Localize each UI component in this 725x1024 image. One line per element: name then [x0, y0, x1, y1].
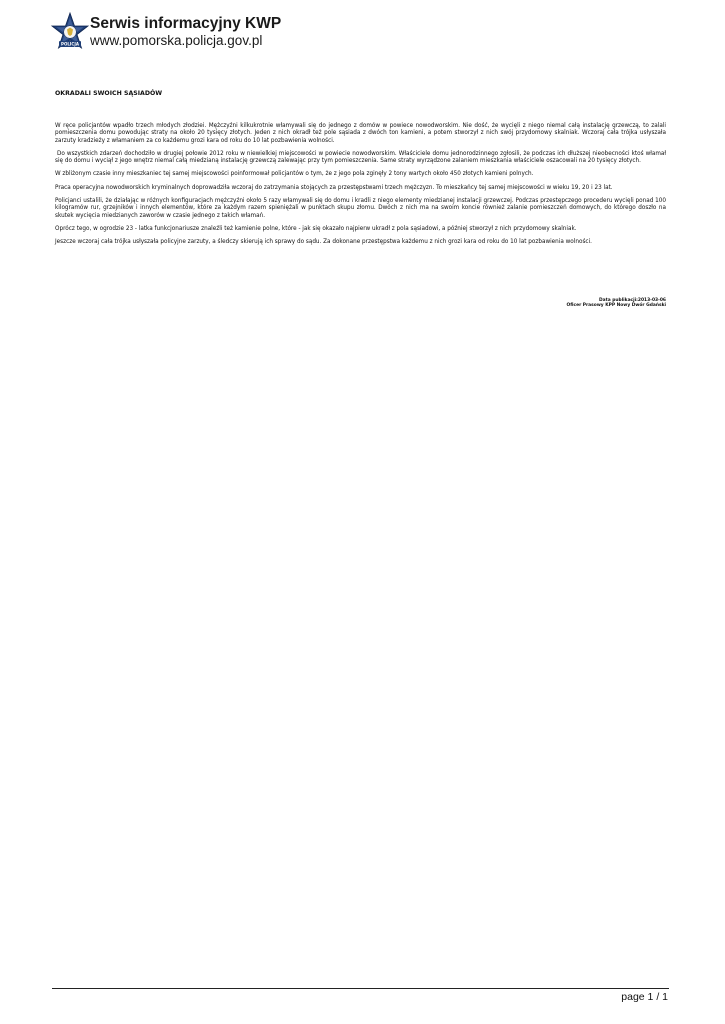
article-paragraph: W ręce policjantów wpadło trzech młodych złodziei. Mężczyźni kilkukrotnie włamywali się do jednego z domów w powiece nowodworskim. Nie dość, że wycięli z niego niemal całą instalację grzewczą, to zalali pomieszczenia domu powodując straty na około 20 tysięcy złotych. Jeden z nich okradł też pole sąsiada z dwóch ton kamieni, a potem stworzył z nich swój przydomowy skalniak. Wczoraj cała trójka usłyszała zarzuty kradzieży z włamaniem za co każdemu grozi kara od roku do 10 lat pozbawienia wolności. — [55, 123, 666, 144]
site-url: www.pomorska.policja.gov.pl — [90, 33, 263, 48]
publication-meta — [567, 298, 666, 309]
article-paragraph: Oprócz tego, w ogrodzie 23 - latka funkcjonariusze znaleźli też kamienie polne, które - jak się okazało najpierw ukradł z pola sąsiadowi, a później stworzył z nich przydomowy skalniak. — [55, 225, 577, 232]
site-title: Serwis informacyjny KWP — [90, 15, 282, 32]
logo-label: POLICJA — [61, 41, 79, 47]
police-star-logo — [50, 12, 90, 58]
page-header — [50, 12, 690, 60]
article-paragraph: Jeszcze wczoraj cała trójka usłyszała policyjne zarzuty, a śledczy skierują ich sprawy do sądu. Za dokonane przestępstwa każdemu z nich grozi kara od roku do 10 lat pozbawienia wolności. — [55, 239, 592, 246]
footer-divider — [52, 988, 669, 989]
article-paragraph: W zbliżonym czasie inny mieszkaniec tej samej miejscowości poinformował policjantów o tym, że z jego pola zginęły 2 tony wartych około 450 złotych kamieni polnych. — [55, 171, 534, 178]
article-body — [55, 90, 666, 253]
publication-author: Oficer Prasowy KPP Nowy Dwór Gdański — [566, 303, 666, 309]
article-paragraph: Do wszystkich zdarzeń dochodziło w drugiej połowie 2012 roku w niewielkiej miejscowości w powiecie nowodworskim. Właściciele domu jednorodzinnego zgłosili, że podczas ich dłuższej nieobecności ktoś włamał się do domu i wyciął z jego wnętrz niemal całą miedzianą instalację grzewczą zalewając przy tym pomieszczenia. Same straty wyrządzone zalaniem mieszkania właściciele oszacowali na 20 tysięcy złotych. — [55, 150, 668, 165]
article-title: OKRADALI SWOICH SĄSIADÓW — [55, 90, 163, 97]
article-paragraph: Policjanci ustalili, że działając w różnych konfiguracjach mężczyźni około 5 razy włamywali się do domu i kradli z niego elementy miedzianej instalacji grzewczej. Podczas przestępczego procederu wycięli ponad 100 kilogramów rur, grzejników i innych elementów, które za każdym razem spieniężali w punktach skupu złomu. Dwóch z nich ma na swoim koncie również zalanie pomieszczeń domowych, do którego doszło na skutek wycięcia miedzianych zaworów w czasie jednego z takich włamań. — [55, 198, 666, 219]
article-paragraph: Praca operacyjna nowodworskich kryminalnych doprowadziła wczoraj do zatrzymania stojących za przestępstwami trzech mężczyzn. To mieszkańcy tej samej miejscowości w wieku 19, 20 i 23 lat. — [55, 184, 613, 191]
publication-date: Data publikacji:2013-03-06 — [599, 298, 666, 303]
page-number: page 1 / 1 — [621, 991, 668, 1003]
